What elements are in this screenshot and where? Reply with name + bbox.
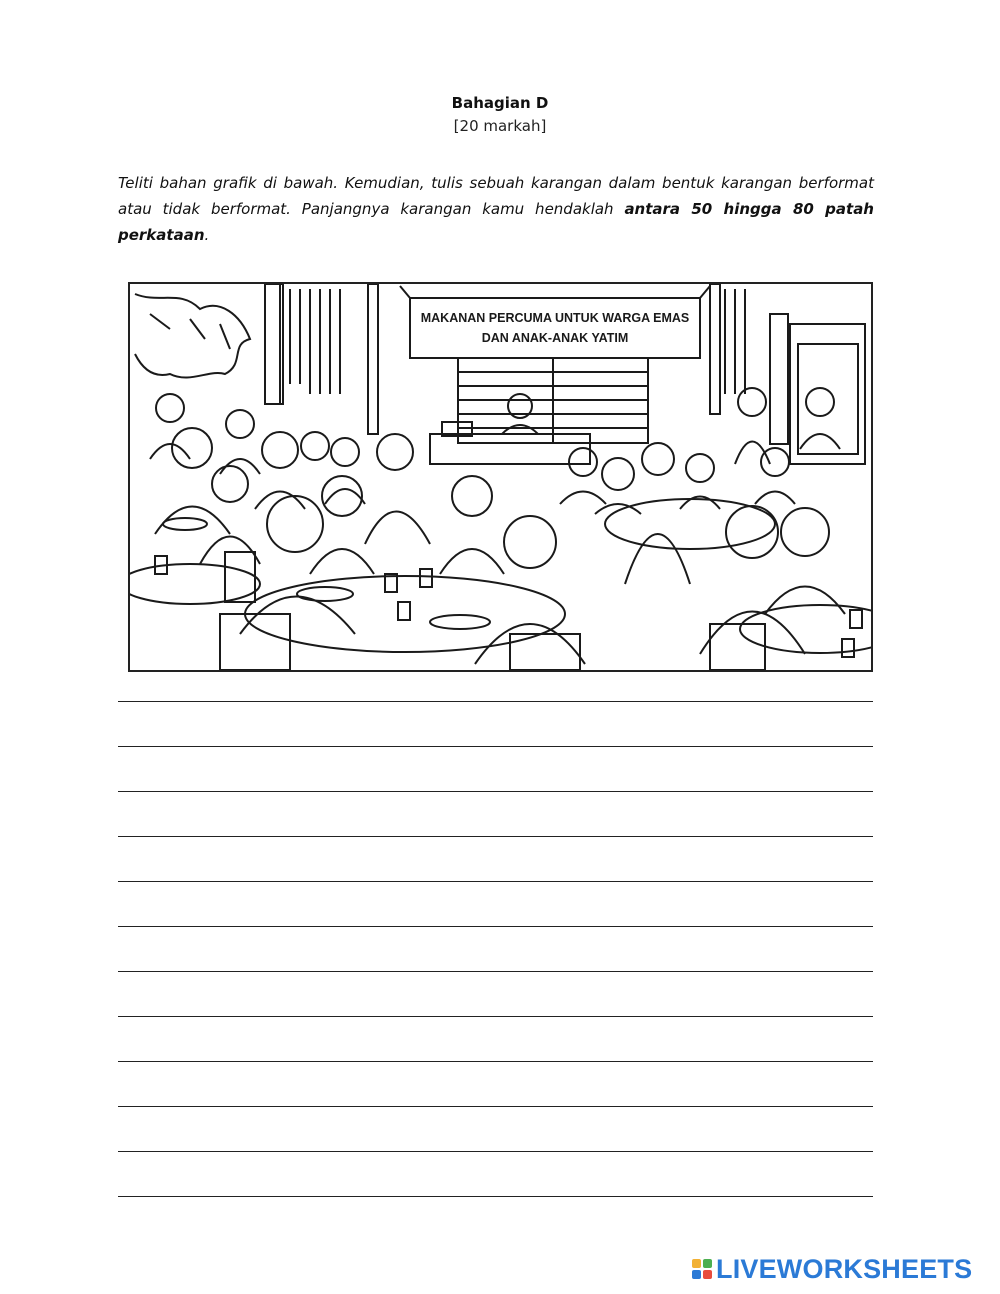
answer-line[interactable] — [118, 746, 873, 791]
answer-line[interactable] — [118, 881, 873, 926]
answer-line[interactable] — [118, 1061, 873, 1106]
liveworksheets-logo-icon — [692, 1259, 712, 1279]
brand-name: LIVEWORKSHEETS — [716, 1253, 973, 1284]
word-count-requirement: antara 50 hingga 80 patah perkataan — [118, 200, 874, 244]
answer-line[interactable] — [118, 1151, 873, 1196]
instructions-text: Teliti bahan grafik di bawah. Kemudian, tulis sebuah karangan dalam bentuk karangan berformat atau tidak berformat. Panjangnya karangan kamu hendaklah — [118, 174, 874, 218]
instructions-end: . — [204, 226, 210, 244]
logo-square — [692, 1259, 701, 1268]
answer-line[interactable] — [118, 836, 873, 881]
logo-square — [703, 1270, 712, 1279]
instructions — [118, 170, 874, 248]
canteen-scene-drawing — [130, 284, 871, 670]
answer-line[interactable] — [118, 1016, 873, 1061]
marks-label: [20 markah] — [453, 117, 547, 135]
answer-line[interactable] — [118, 1196, 873, 1241]
answer-line[interactable] — [118, 926, 873, 971]
answer-area[interactable] — [118, 701, 873, 1241]
section-title: Bahagian D — [451, 94, 549, 112]
banner-text-line2: DAN ANAK-ANAK YATIM — [481, 331, 629, 345]
logo-square — [692, 1270, 701, 1279]
answer-line[interactable] — [118, 971, 873, 1016]
answer-line[interactable] — [118, 791, 873, 836]
answer-line[interactable] — [118, 701, 873, 746]
banner-text-line1: MAKANAN PERCUMA UNTUK WARGA EMAS — [420, 311, 690, 325]
logo-square — [703, 1259, 712, 1268]
liveworksheets-brand — [692, 1254, 972, 1284]
answer-line[interactable] — [118, 1106, 873, 1151]
stimulus-illustration — [128, 282, 873, 672]
page-header — [0, 92, 1000, 138]
